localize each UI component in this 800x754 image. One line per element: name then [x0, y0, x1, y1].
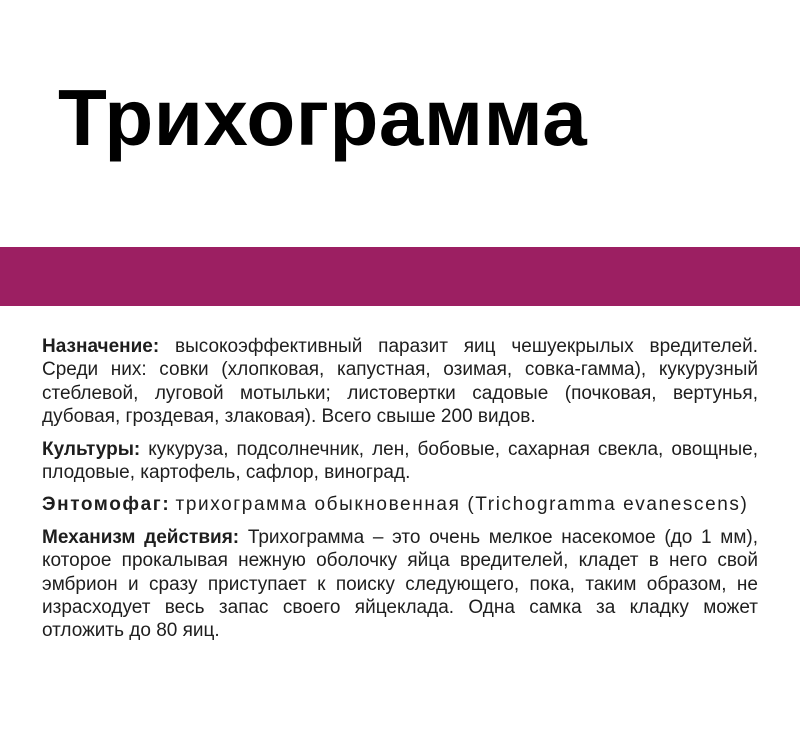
- description-body: [42, 335, 758, 652]
- section-crops: [42, 438, 758, 485]
- accent-band: [0, 247, 800, 306]
- section-purpose-label: Назначение:: [42, 336, 160, 357]
- section-mechanism: [42, 526, 758, 643]
- section-crops-label: Культуры:: [42, 438, 141, 460]
- section-mechanism-text: Трихограмма – это очень мелкое насекомое (до 1 мм), которое прокалывая нежную оболочку яйца вредителей, кладет в него свой эмбрион и сразу приступает к поиску следующего, пока, таким образом, не израсходует весь запас своего яйцеклада. Одна самка за кладку может отложить до 80 яиц.: [42, 526, 759, 642]
- section-purpose-text: высокоэффективный паразит яиц чешуекрылых вредителей. Среди них: совки (хлопковая, капустная, озимая, совка-гамма), кукурузный стеблевой, луговой мотыльки; листовертки садовые (почковая, вертунья, дубовая, гроздевая, злаковая). Всего свыше 200 видов.: [42, 336, 758, 428]
- section-crops-text: кукуруза, подсолнечник, лен, бобовые, сахарная свекла, овощные, плодовые, картофель, сафлор, виноград.: [42, 438, 758, 484]
- section-entomophage-text: трихограмма обыкновенная (Trichogramma evanescens): [175, 494, 749, 516]
- section-entomophage-label: Энтомофаг:: [42, 494, 171, 516]
- section-mechanism-label: Механизм действия:: [42, 526, 240, 548]
- section-entomophage: [42, 493, 758, 516]
- page-title: Трихограмма: [58, 73, 588, 162]
- section-purpose: [42, 335, 758, 429]
